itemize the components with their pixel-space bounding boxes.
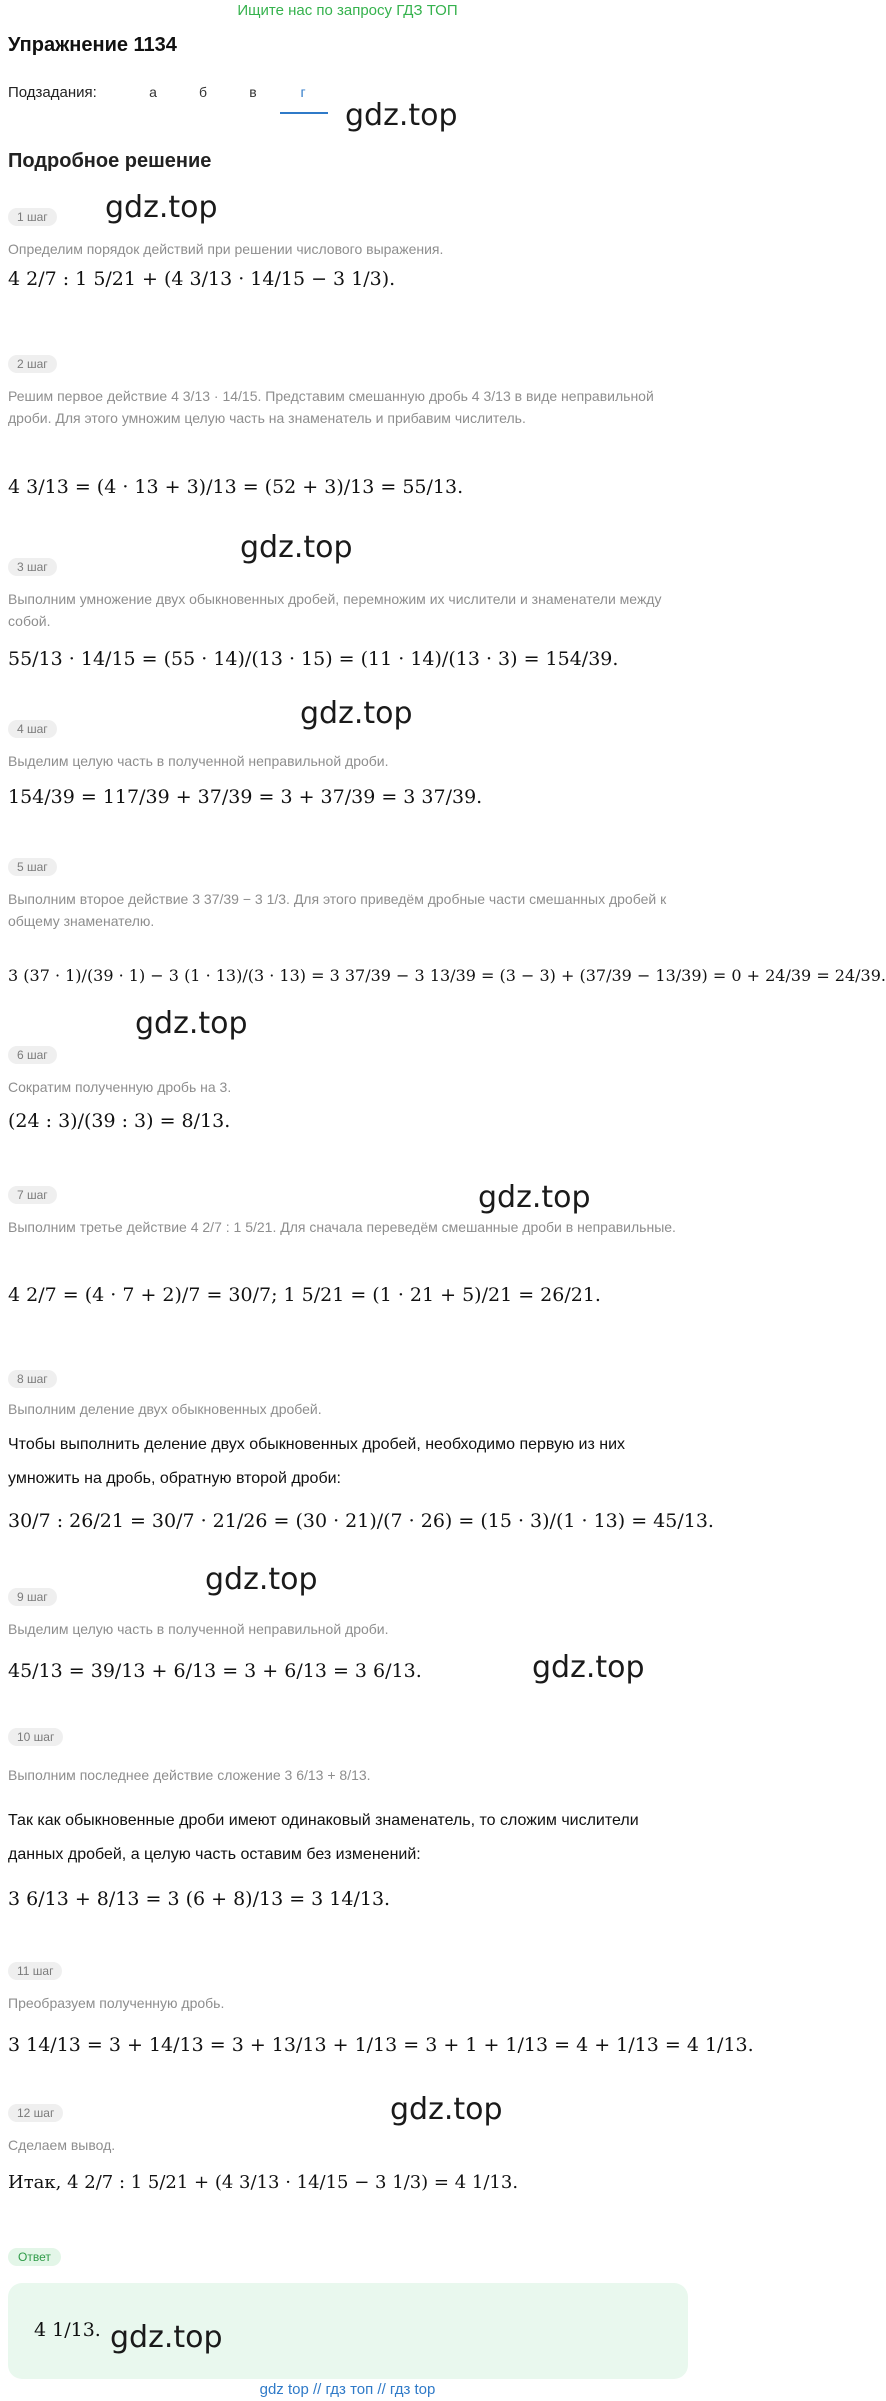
watermark: gdz.top (390, 2092, 503, 2127)
step-math: 30/7 : 26/21 = 30/7 · 21/26 = (30 · 21)/(7 · 26) = (15 · 3)/(1 · 13) = 45/13. (8, 1510, 714, 1532)
step-math: 55/13 · 14/15 = (55 · 14)/(13 · 15) = (11 · 14)/(13 · 3) = 154/39. (8, 648, 619, 670)
active-tab-indicator (280, 112, 328, 114)
step-math: 154/39 = 117/39 + 37/39 = 3 + 37/39 = 3 37/39. (8, 786, 483, 808)
subtasks-label: Подзадания: (8, 84, 97, 101)
step-math: 4 3/13 = (4 · 13 + 3)/13 = (52 + 3)/13 = 55/13. (8, 476, 464, 498)
answer-label: Ответ (8, 2248, 61, 2266)
step-math: 4 2/7 = (4 · 7 + 2)/7 = 30/7; 1 5/21 = (1 · 21 + 5)/21 = 26/21. (8, 1284, 601, 1306)
step-text: Выполним последнее действие сложение 3 6/13 + 8/13. (8, 1767, 371, 1783)
watermark: gdz.top (205, 1562, 318, 1597)
watermark: gdz.top (240, 530, 353, 565)
step-badge: 4 шаг (8, 720, 57, 738)
step-text: Выполним деление двух обыкновенных дробей. (8, 1401, 322, 1417)
step-text: Выделим целую часть в полученной неправильной дроби. (8, 753, 389, 769)
step-text: Выполним третье действие 4 2/7 : 1 5/21. Для сначала переведём смешанные дроби в неправильные. (8, 1219, 676, 1235)
step-badge: 10 шаг (8, 1728, 63, 1746)
watermark: gdz.top (345, 98, 458, 133)
watermark: gdz.top (110, 2320, 223, 2355)
step-math: Итак, 4 2/7 : 1 5/21 + (4 3/13 · 14/15 − 3 1/3) = 4 1/13. (8, 2172, 519, 2193)
watermark: gdz.top (478, 1180, 591, 1215)
step-math: 45/13 = 39/13 + 6/13 = 3 + 6/13 = 3 6/13. (8, 1660, 422, 1682)
step-badge: 7 шаг (8, 1186, 57, 1204)
tab-v[interactable]: в (249, 84, 257, 100)
section-title: Подробное решение (8, 150, 212, 172)
step-badge: 9 шаг (8, 1588, 57, 1606)
step-badge: 6 шаг (8, 1046, 57, 1064)
step-math: 3 (37 · 1)/(39 · 1) − 3 (1 · 13)/(3 · 13) = 3 37/39 − 3 13/39 = (3 − 3) + (37/39 − 13/39) = 0 + 24/39 = 24/39. (8, 966, 886, 985)
step-text: Выделим целую часть в полученной неправильной дроби. (8, 1621, 389, 1637)
step-explanation: Чтобы выполнить деление двух обыкновенных дробей, необходимо первую из них умножить на дробь, обратную второй дроби: (8, 1436, 626, 1487)
search-banner: Ищите нас по запросу ГДЗ ТОП (237, 2, 458, 19)
tab-g[interactable]: г (300, 84, 306, 100)
step-text: Выполним умножение двух обыкновенных дробей, перемножим их числители и знаменатели между собой. (8, 591, 662, 629)
step-math: (24 : 3)/(39 : 3) = 8/13. (8, 1110, 231, 1132)
step-math: 3 6/13 + 8/13 = 3 (6 + 8)/13 = 3 14/13. (8, 1888, 391, 1910)
step-math: 3 14/13 = 3 + 14/13 = 3 + 13/13 + 1/13 = 3 + 1 + 1/13 = 4 + 1/13 = 4 1/13. (8, 2034, 754, 2056)
step-badge: 12 шаг (8, 2104, 63, 2122)
step-badge: 1 шаг (8, 208, 57, 226)
step-badge: 2 шаг (8, 355, 57, 373)
step-badge: 11 шаг (8, 1962, 62, 1980)
step-explanation: Так как обыкновенные дроби имеют одинаковый знаменатель, то сложим числители данных дробей, а целую часть оставим без изменений: (8, 1812, 639, 1863)
step-badge: 8 шаг (8, 1370, 57, 1388)
step-text: Сделаем вывод. (8, 2137, 116, 2153)
step-badge: 5 шаг (8, 858, 57, 876)
watermark: gdz.top (300, 696, 413, 731)
watermark: gdz.top (105, 190, 218, 225)
watermark: gdz.top (135, 1006, 248, 1041)
footer-links[interactable]: gdz top // гдз топ // гдз top (259, 2381, 436, 2398)
watermark: gdz.top (532, 1650, 645, 1685)
tab-b[interactable]: б (198, 84, 208, 100)
answer-value: 4 1/13. (34, 2319, 101, 2341)
step-text: Сократим полученную дробь на 3. (8, 1079, 232, 1095)
step-math: 4 2/7 : 1 5/21 + (4 3/13 · 14/15 − 3 1/3). (8, 268, 396, 290)
step-text: Преобразуем полученную дробь. (8, 1995, 225, 2011)
page-title: Упражнение 1134 (8, 34, 177, 56)
tab-a[interactable]: а (149, 84, 157, 100)
step-text: Решим первое действие 4 3/13 · 14/15. Представим смешанную дробь 4 3/13 в виде неправильной дроби. Для этого умножим целую часть на знаменатель и прибавим числитель. (8, 388, 654, 426)
step-badge: 3 шаг (8, 558, 57, 576)
step-text: Выполним второе действие 3 37/39 − 3 1/3. Для этого приведём дробные части смешанных дробей к общему знаменателю. (8, 891, 667, 929)
step-text: Определим порядок действий при решении числового выражения. (8, 241, 444, 257)
